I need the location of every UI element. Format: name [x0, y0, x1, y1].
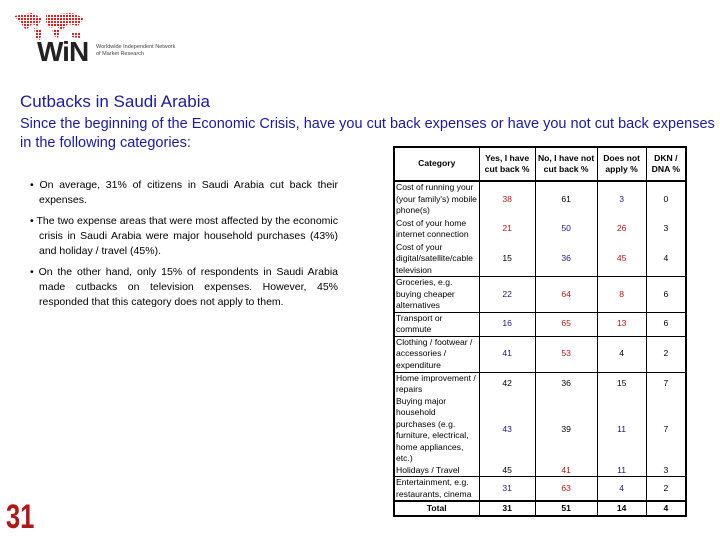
table-row: [394, 336, 686, 372]
category-cell: Groceries, e.g. buying cheaper alternatives: [394, 277, 479, 313]
value-cell: 16: [479, 312, 535, 336]
value-cell: 7: [646, 396, 686, 465]
total-row: [394, 501, 686, 516]
value-cell: 6: [646, 277, 686, 313]
value-cell: 13: [597, 312, 646, 336]
finding-text: On average, 31% of citizens in Saudi Arabia cut back their expenses.: [39, 179, 338, 206]
value-cell: 53: [535, 336, 597, 372]
value-cell: 3: [646, 217, 686, 242]
finding-text: The two expense areas that were most affected by the economic crisis in Saudi Arabia were major household purchases (43%) and holiday / travel (45%).: [36, 215, 338, 257]
page-title: Cutbacks in Saudi Arabia: [20, 92, 210, 111]
value-cell: 4: [646, 242, 686, 277]
category-cell: Cost of running your (your family's) mobile phone(s): [394, 181, 479, 217]
value-cell: 4: [597, 336, 646, 372]
value-cell: 7: [646, 372, 686, 396]
finding-item: • On the other hand, only 15% of respondents in Saudi Arabia made cutbacks on television expenses. However, 45% responded that this category does not apply to them.: [30, 266, 339, 308]
logo-subtitle: Worldwide Independent Network of Market Research: [96, 44, 176, 57]
value-cell: 41: [535, 465, 597, 477]
total-value: 31: [479, 501, 535, 516]
key-findings: [30, 178, 338, 316]
value-cell: 3: [646, 465, 686, 477]
table-row: [394, 396, 686, 465]
value-cell: 0: [646, 181, 686, 217]
table-row: [394, 217, 686, 242]
value-cell: 15: [597, 372, 646, 396]
total-label: Total: [394, 501, 479, 516]
value-cell: 45: [597, 242, 646, 277]
value-cell: 63: [535, 477, 597, 502]
value-cell: 2: [646, 477, 686, 502]
logo-wordmark: WiN: [37, 36, 89, 67]
table-row: [394, 372, 686, 396]
survey-question: Since the beginning of the Economic Crisis, have you cut back expenses or have you not cut back expenses in the following categories:: [20, 116, 715, 151]
value-cell: 36: [535, 372, 597, 396]
value-cell: 22: [479, 277, 535, 313]
table-row: [394, 242, 686, 277]
table-row: [394, 465, 686, 477]
column-header: DKN / DNA %: [646, 147, 686, 181]
table-row: [394, 181, 686, 217]
value-cell: 11: [597, 396, 646, 465]
value-cell: 42: [479, 372, 535, 396]
table-row: [394, 312, 686, 336]
cutbacks-table: [393, 146, 687, 517]
category-cell: Holidays / Travel: [394, 465, 479, 477]
column-header: Yes, I have cut back %: [479, 147, 535, 181]
page-number: 31: [6, 498, 35, 536]
value-cell: 45: [479, 465, 535, 477]
column-header: No, I have not cut back %: [535, 147, 597, 181]
value-cell: 2: [646, 336, 686, 372]
value-cell: 39: [535, 396, 597, 465]
value-cell: 43: [479, 396, 535, 465]
finding-text: On the other hand, only 15% of respondents in Saudi Arabia made cutbacks on television expenses. However, 45% responded that this category does not apply to them.: [38, 266, 339, 308]
table-row: [394, 277, 686, 313]
category-cell: Cost of your digital/satellite/cable television: [394, 242, 479, 277]
total-value: 51: [535, 501, 597, 516]
category-cell: Cost of your home internet connection: [394, 217, 479, 242]
finding-item: • On average, 31% of citizens in Saudi Arabia cut back their expenses.: [30, 179, 338, 206]
value-cell: 6: [646, 312, 686, 336]
value-cell: 38: [479, 181, 535, 217]
value-cell: 11: [597, 465, 646, 477]
value-cell: 64: [535, 277, 597, 313]
table-header: [394, 147, 686, 181]
value-cell: 50: [535, 217, 597, 242]
category-cell: Buying major household purchases (e.g. furniture, electrical, home appliances, etc.): [394, 396, 479, 465]
column-header: Does not apply %: [597, 147, 646, 181]
category-cell: Entertainment, e.g. restaurants, cinema: [394, 477, 479, 502]
value-cell: 3: [597, 181, 646, 217]
table-row: [394, 477, 686, 502]
value-cell: 41: [479, 336, 535, 372]
win-logo: [12, 12, 176, 67]
value-cell: 65: [535, 312, 597, 336]
total-value: 14: [597, 501, 646, 516]
category-cell: Clothing / footwear / accessories / expenditure: [394, 336, 479, 372]
value-cell: 8: [597, 277, 646, 313]
total-value: 4: [646, 501, 686, 516]
value-cell: 36: [535, 242, 597, 277]
value-cell: 61: [535, 181, 597, 217]
value-cell: 15: [479, 242, 535, 277]
column-header: Category: [394, 147, 479, 181]
category-cell: Transport or commute: [394, 312, 479, 336]
value-cell: 31: [479, 477, 535, 502]
value-cell: 26: [597, 217, 646, 242]
finding-item: • The two expense areas that were most affected by the economic crisis in Saudi Arabia were major household purchases (43%) and holiday / travel (45%).: [30, 215, 338, 257]
value-cell: 4: [597, 477, 646, 502]
value-cell: 21: [479, 217, 535, 242]
category-cell: Home improvement / repairs: [394, 372, 479, 396]
